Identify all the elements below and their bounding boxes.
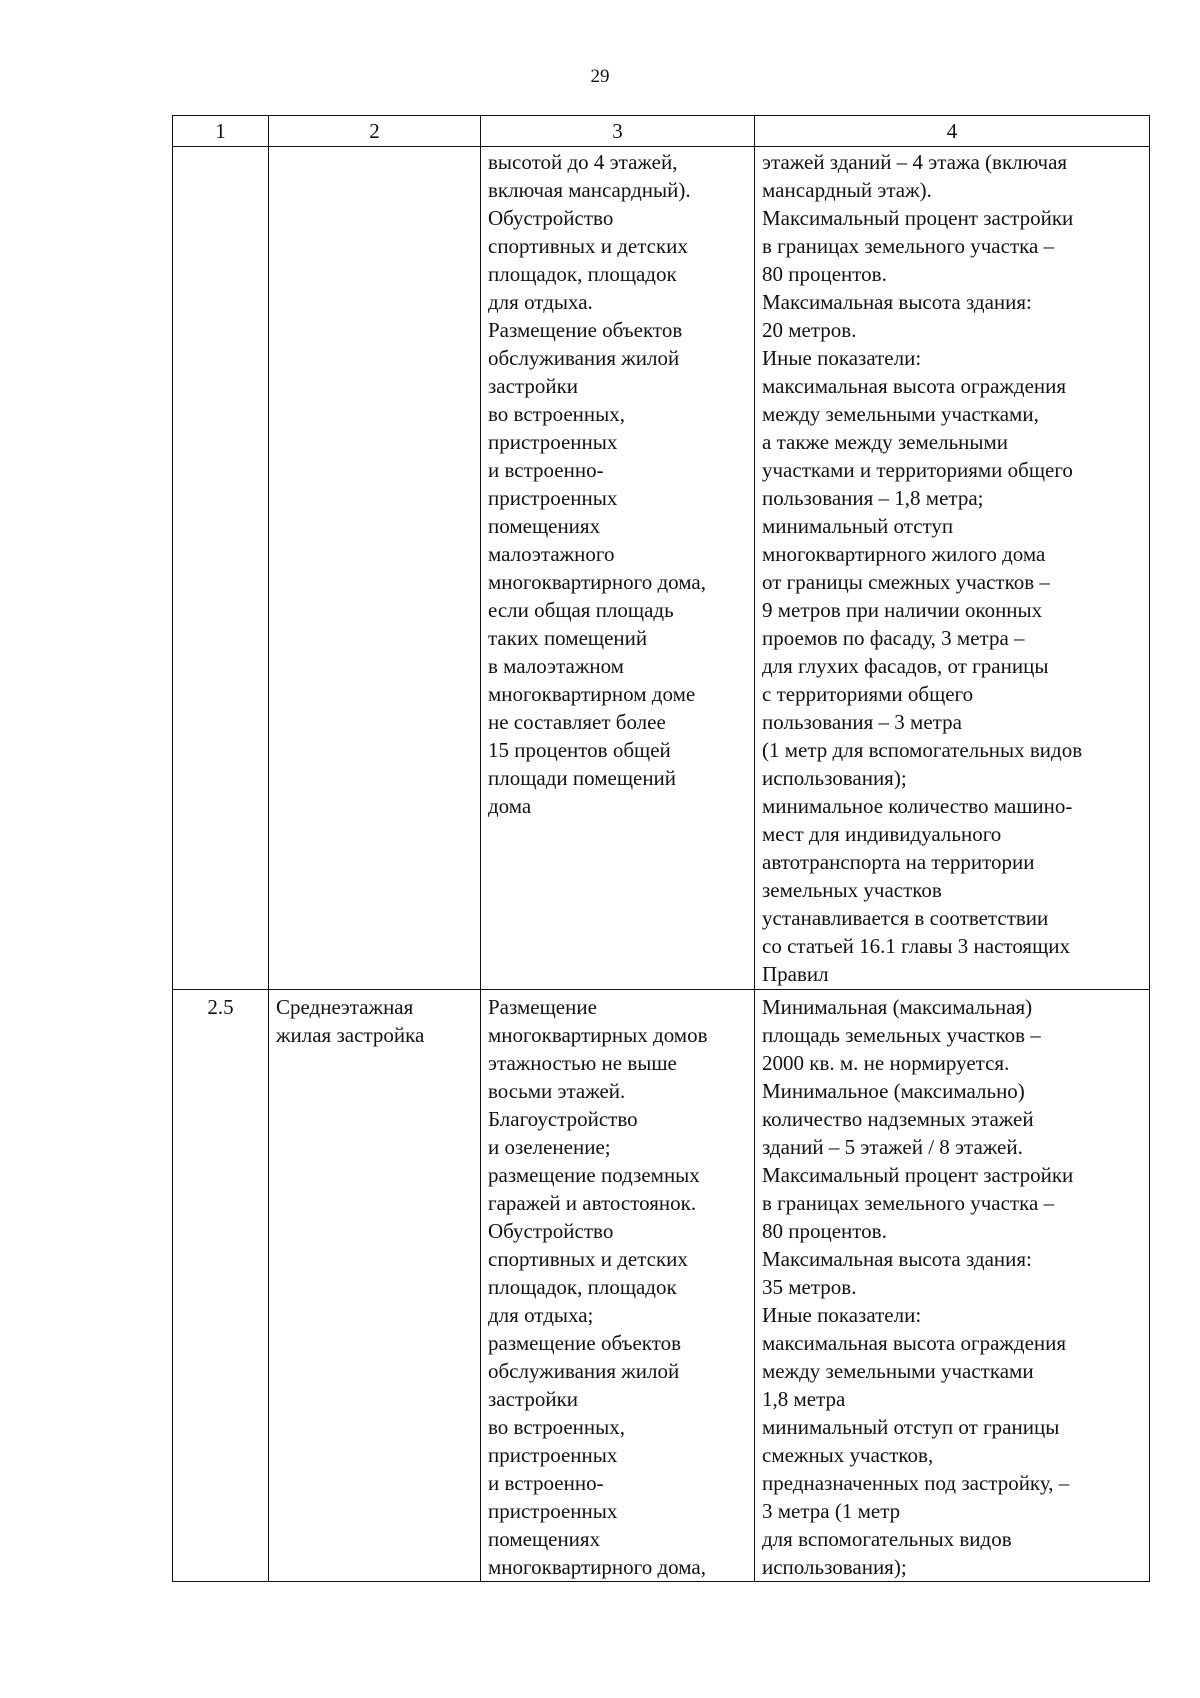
cell-text-line: в границах земельного участка – — [762, 234, 1055, 258]
cell-text-line: Минимальное (максимально) — [762, 1079, 1025, 1103]
cell-text-line: Максимальный процент застройки — [762, 1163, 1074, 1187]
cell-text-line: малоэтажного — [488, 542, 615, 566]
cell-text-line: между земельными участками, — [762, 402, 1039, 426]
cell-text-line: зданий – 5 этажей / 8 этажей. — [762, 1135, 1023, 1159]
cell-text-line: помещениях — [488, 514, 601, 538]
cell-text-line: Обустройство — [488, 206, 614, 230]
cell-text-line: 20 метров. — [762, 318, 857, 342]
cell-text-line: если общая площадь — [488, 598, 674, 622]
cell-text-line: Иные показатели: — [762, 1303, 922, 1327]
cell-text-line: участками и территориями общего — [762, 458, 1073, 482]
cell-text-line: пользования – 3 метра — [762, 710, 962, 734]
parameters-cell — [755, 990, 1150, 1582]
cell-text-line: максимальная высота ограждения — [762, 374, 1067, 398]
cell-text-line: многоквартирного жилого дома — [762, 542, 1046, 566]
cell-text-line: и озеленение; — [488, 1135, 611, 1159]
cell-text-line: 15 процентов общей — [488, 738, 671, 762]
cell-text-line: 3 метра (1 метр — [762, 1499, 901, 1523]
cell-text-line: гаражей и автостоянок. — [488, 1191, 697, 1215]
cell-text-line: Максимальная высота здания: — [762, 1247, 1032, 1271]
cell-text-line: восьми этажей. — [488, 1079, 626, 1103]
cell-text-line: Максимальная высота здания: — [762, 290, 1032, 314]
code-cell — [173, 147, 269, 990]
cell-text-line: автотранспорта на территории — [762, 850, 1035, 874]
cell-text-line: (1 метр для вспомогательных видов — [762, 738, 1083, 762]
cell-text-line: между земельными участками — [762, 1359, 1034, 1383]
cell-text-line: 1,8 метра — [762, 1387, 846, 1411]
cell-text-line: спортивных и детских — [488, 1247, 688, 1271]
cell-text-line: со статьей 16.1 главы 3 настоящих — [762, 934, 1070, 958]
cell-text-line: Среднеэтажная — [276, 995, 414, 1019]
cell-text-line: для глухих фасадов, от границы — [762, 654, 1049, 678]
cell-text-line: 9 метров при наличии оконных — [762, 598, 1043, 622]
cell-text-line: во встроенных, — [488, 1415, 625, 1439]
cell-text-line: Благоустройство — [488, 1107, 638, 1131]
cell-text-line: многоквартирном доме — [488, 682, 696, 706]
cell-text-line: минимальное количество машино- — [762, 794, 1073, 818]
cell-text-line: максимальная высота ограждения — [762, 1331, 1067, 1355]
table-row — [173, 147, 1150, 990]
table-row — [173, 990, 1150, 1582]
cell-text-line: размещение подземных — [488, 1163, 700, 1187]
cell-text-line: Минимальная (максимальная) — [762, 995, 1033, 1019]
cell-text-line: этажностью не выше — [488, 1051, 677, 1075]
cell-text-line: не составляет более — [488, 710, 666, 734]
column-header-2: 2 — [269, 116, 481, 147]
cell-text-line: пристроенных — [488, 1443, 618, 1467]
cell-text-line: в малоэтажном — [488, 654, 624, 678]
cell-text-line: проемов по фасаду, 3 метра – — [762, 626, 1025, 650]
cell-text-line: помещениях — [488, 1527, 601, 1551]
cell-text-line: высотой до 4 этажей, — [488, 150, 678, 174]
description-cell — [481, 990, 755, 1582]
cell-text-line: а также между земельными — [762, 430, 1009, 454]
cell-text-line: предназначенных под застройку, – — [762, 1471, 1070, 1495]
cell-text-line: Иные показатели: — [762, 346, 922, 370]
cell-text-line: земельных участков — [762, 878, 942, 902]
cell-text-line: спортивных и детских — [488, 234, 688, 258]
cell-text-line: от границы смежных участков – — [762, 570, 1050, 594]
cell-text-line: Правил — [762, 962, 829, 986]
cell-text-line: дома — [488, 794, 532, 818]
cell-text-line: использования); — [762, 1555, 907, 1579]
cell-text-line: площадь земельных участков – — [762, 1023, 1041, 1047]
parameters-cell — [755, 147, 1150, 990]
cell-text-line: обслуживания жилой — [488, 346, 680, 370]
cell-text-line: Максимальный процент застройки — [762, 206, 1074, 230]
cell-text-line: многоквартирного дома, — [488, 570, 706, 594]
cell-text-line: жилая застройка — [276, 1023, 425, 1047]
cell-text-line: площади помещений — [488, 766, 677, 790]
cell-text-line: площадок, площадок — [488, 262, 677, 286]
cell-text-line: этажей зданий – 4 этажа (включая — [762, 150, 1068, 174]
page-number: 29 — [590, 66, 610, 87]
cell-text-line: размещение объектов — [488, 1331, 682, 1355]
cell-text-line: пристроенных — [488, 1499, 618, 1523]
cell-text-line: Размещение — [488, 995, 597, 1019]
cell-text-line: застройки — [488, 374, 579, 398]
cell-text-line: 2000 кв. м. не нормируется. — [762, 1051, 1010, 1075]
column-header-1: 1 — [173, 116, 269, 147]
cell-text-line: и встроенно- — [488, 1471, 604, 1495]
cell-text-line: количество надземных этажей — [762, 1107, 1034, 1131]
zoning-table — [172, 115, 1150, 1582]
cell-text-line: для отдыха. — [488, 290, 593, 314]
cell-text-line: 80 процентов. — [762, 1219, 887, 1243]
cell-text-line: во встроенных, — [488, 402, 625, 426]
cell-text-line: в границах земельного участка – — [762, 1191, 1055, 1215]
cell-text-line: минимальный отступ от границы — [762, 1415, 1060, 1439]
cell-text-line: застройки — [488, 1387, 579, 1411]
code-cell: 2.5 — [173, 990, 269, 1582]
cell-text-line: смежных участков, — [762, 1443, 934, 1467]
description-cell — [481, 147, 755, 990]
cell-text-line: пристроенных — [488, 486, 618, 510]
cell-text-line: использования); — [762, 766, 907, 790]
cell-text-line: с территориями общего — [762, 682, 974, 706]
table-header-row — [173, 116, 1150, 147]
column-header-4: 4 — [755, 116, 1150, 147]
cell-text-line: Обустройство — [488, 1219, 614, 1243]
cell-text-line: многоквартирных домов — [488, 1023, 708, 1047]
cell-text-line: для отдыха; — [488, 1303, 594, 1327]
cell-text-line: мансардный этаж). — [762, 178, 932, 202]
cell-text-line: 35 метров. — [762, 1275, 857, 1299]
cell-text-line: Размещение объектов — [488, 318, 683, 342]
use-type-cell — [269, 990, 481, 1582]
cell-text-line: пользования – 1,8 метра; — [762, 486, 984, 510]
cell-text-line: пристроенных — [488, 430, 618, 454]
cell-text-line: таких помещений — [488, 626, 648, 650]
cell-text-line: минимальный отступ — [762, 514, 954, 538]
cell-text-line: и встроенно- — [488, 458, 604, 482]
use-type-cell — [269, 147, 481, 990]
cell-text-line: включая мансардный). — [488, 178, 691, 202]
cell-text-line: площадок, площадок — [488, 1275, 677, 1299]
cell-text-line: для вспомогательных видов — [762, 1527, 1012, 1551]
cell-text-line: устанавливается в соответствии — [762, 906, 1049, 930]
cell-text-line: обслуживания жилой — [488, 1359, 680, 1383]
column-header-3: 3 — [481, 116, 755, 147]
cell-text-line: мест для индивидуального — [762, 822, 1002, 846]
cell-text-line: многоквартирного дома, — [488, 1555, 706, 1579]
cell-text-line: 80 процентов. — [762, 262, 887, 286]
